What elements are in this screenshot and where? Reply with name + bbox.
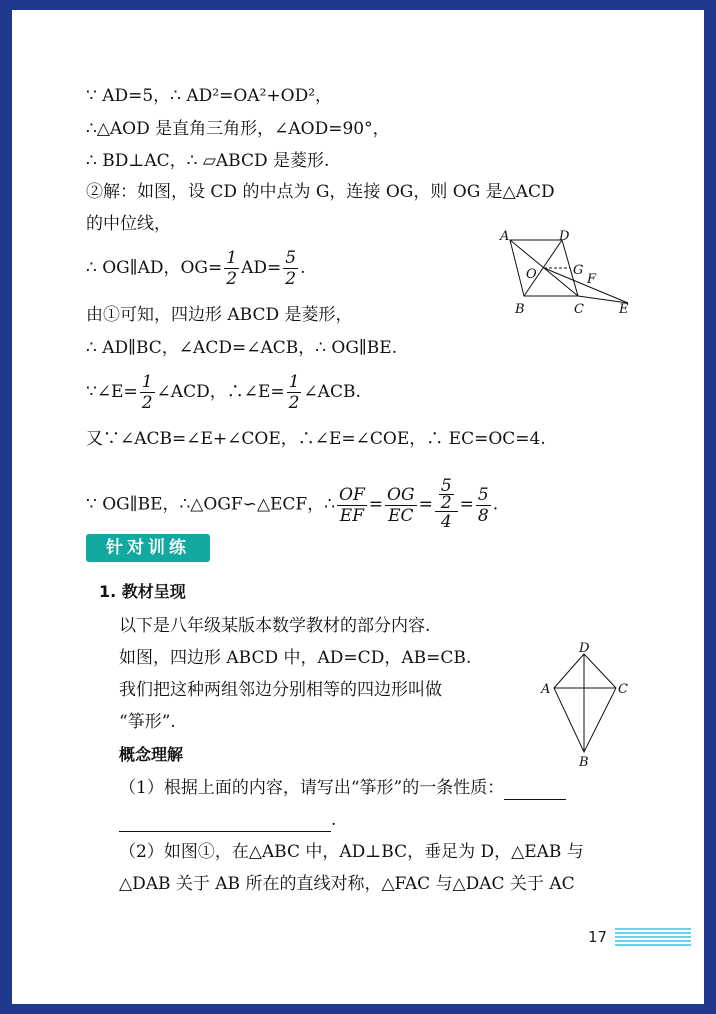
text: . [492, 494, 499, 515]
question-1 [119, 776, 566, 800]
label-a: A [500, 229, 510, 244]
text: = [368, 494, 384, 515]
numerator: 1 [226, 248, 238, 268]
fraction-nested [435, 478, 458, 532]
solution-line-11 [86, 478, 498, 532]
solution-line-9 [86, 372, 361, 413]
numerator: 5 [285, 248, 297, 268]
label-c: C [574, 302, 584, 317]
label-a: A [541, 682, 551, 697]
fraction-half [287, 372, 302, 413]
line-oe [544, 268, 628, 303]
label-o: O [526, 267, 537, 282]
text: = [418, 494, 433, 515]
numerator: OG [387, 484, 415, 505]
denominator: 2 [440, 493, 452, 513]
problem-text-4: “筝形”. [119, 712, 176, 732]
numerator: 1 [288, 372, 300, 392]
denominator: 2 [285, 269, 297, 289]
label-g: G [573, 263, 584, 278]
denominator: 2 [226, 269, 238, 289]
fraction-of-ef [337, 485, 367, 526]
label-c: C [618, 682, 628, 697]
text: ∠ACB. [303, 382, 361, 402]
fraction-five-halves [439, 478, 454, 511]
numerator: 1 [141, 372, 153, 392]
question-1-continued [119, 808, 336, 832]
denominator: 2 [288, 393, 300, 413]
denominator: 8 [477, 505, 489, 526]
label-f: F [587, 272, 597, 287]
question-1-end: . [331, 810, 337, 830]
text: ∵ OG∥BE，∴△OGF∽△ECF，∴ [86, 494, 336, 515]
label-b: B [579, 755, 589, 770]
denominator: EF [339, 505, 365, 526]
solution-line-7: 由①可知，四边形 ABCD 是菱形， [86, 305, 353, 325]
concept-heading: 概念理解 [119, 745, 184, 764]
denominator: 2 [141, 393, 153, 413]
problem-title: 1. 教材呈现 [99, 582, 186, 601]
fraction-og-ec [385, 485, 417, 526]
label-b: B [515, 302, 525, 317]
question-2-line-1: （2）如图①，在△ABC 中，AD⊥BC，垂足为 D，△EAB 与 [119, 842, 584, 862]
question-1-text: （1）根据上面的内容，请写出“筝形”的一条性质： [119, 778, 505, 798]
solution-line-2: ∴△AOD 是直角三角形，∠AOD=90°， [86, 119, 390, 139]
problem-text-1: 以下是八年级某版本数学教材的部分内容. [119, 616, 431, 636]
solution-line-5: 的中位线， [86, 214, 171, 234]
kite-figure [536, 640, 636, 770]
text: ∴ OG∥AD，OG= [86, 258, 223, 278]
solution-line-10: 又∵∠ACB=∠E+∠COE，∴∠E=∠COE，∴ EC=OC=4. [86, 429, 546, 449]
solution-line-8: ∴ AD∥BC，∠ACD=∠ACB，∴ OG∥BE. [86, 338, 398, 358]
fraction-five-eighths [476, 485, 491, 526]
fraction-half [140, 372, 155, 413]
rhombus-figure [496, 228, 636, 320]
kite-abcd [554, 654, 616, 752]
numerator: OF [339, 484, 365, 505]
label-d: D [559, 229, 570, 244]
text: AD= [241, 258, 282, 278]
solution-line-4: ②解：如图，设 CD 的中点为 G，连接 OG，则 OG 是△ACD [86, 182, 555, 202]
solution-line-3: ∴ BD⊥AC，∴ ▱ABCD 是菱形. [86, 151, 330, 171]
section-tag: 针对训练 [86, 534, 210, 562]
denominator: 4 [440, 512, 452, 532]
label-e: E [619, 302, 629, 317]
page-number: 17 [588, 928, 608, 946]
problem-text-2: 如图，四边形 ABCD 中，AD=CD，AB=CB. [119, 648, 472, 668]
solution-line-1: ∵ AD=5，∴ AD²=OA²+OD²， [86, 86, 333, 106]
label-d: D [579, 641, 590, 656]
fraction-half [224, 248, 239, 289]
numerator [435, 478, 458, 512]
text: ∵∠E= [86, 382, 138, 402]
page-stripes [615, 928, 691, 950]
fraction-five-halves [283, 248, 298, 289]
answer-blank[interactable] [504, 781, 566, 800]
denominator: EC [388, 505, 414, 526]
text: . [300, 258, 306, 278]
text: = [459, 494, 474, 515]
numerator: 5 [440, 476, 452, 496]
numerator: 5 [477, 484, 489, 505]
problem-text-3: 我们把这种两组邻边分别相等的四边形叫做 [119, 680, 442, 700]
solution-line-6 [86, 248, 305, 289]
text: ∠ACD，∴∠E= [156, 382, 285, 402]
question-2-line-2: △DAB 关于 AB 所在的直线对称，△FAC 与△DAC 关于 AC [119, 874, 575, 894]
answer-blank[interactable] [119, 813, 331, 832]
